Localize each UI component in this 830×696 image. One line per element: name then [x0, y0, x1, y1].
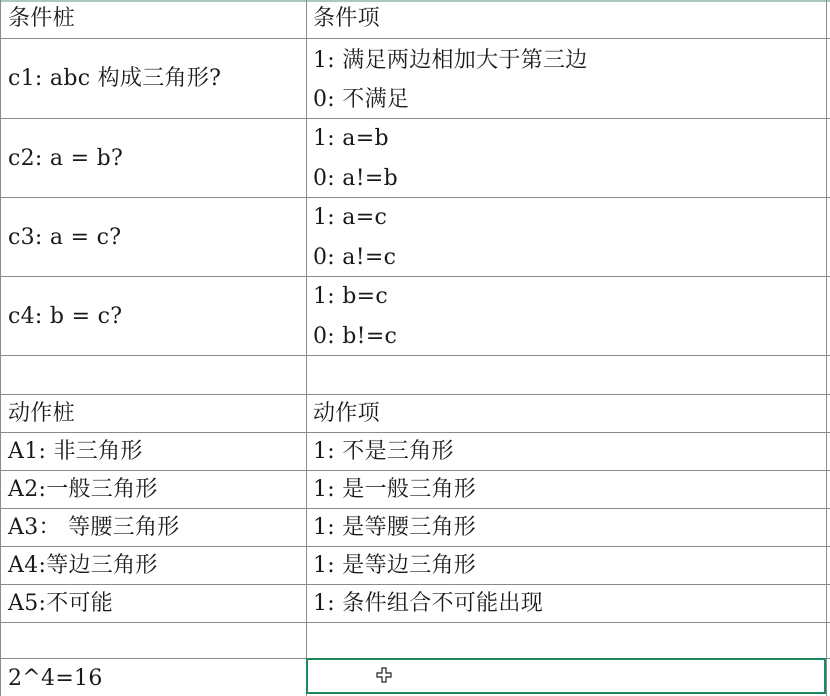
row-divider	[0, 470, 830, 471]
cell-condition-c2[interactable]: c2: a = b?	[8, 146, 124, 171]
row-divider	[0, 197, 830, 198]
row-divider	[0, 118, 830, 119]
cell-action-a5-entry[interactable]: 1: 条件组合不可能出现	[313, 591, 544, 616]
row-divider	[0, 508, 830, 509]
plus-cursor-icon	[376, 667, 392, 683]
cell-condition-c4-entry-1[interactable]: 1: b=c	[313, 284, 389, 309]
cell-condition-c1[interactable]: c1: abc 构成三角形?	[8, 66, 222, 91]
cell-action-a2[interactable]: A2:一般三角形	[8, 477, 158, 502]
cell-condition-stub-header[interactable]: 条件桩	[8, 6, 75, 31]
row-divider	[0, 546, 830, 547]
cell-condition-c3[interactable]: c3: a = c?	[8, 225, 122, 250]
cell-condition-c3-entry-1[interactable]: 1: a=c	[313, 205, 388, 230]
cell-condition-c3-entry-0[interactable]: 0: a!=c	[313, 245, 397, 270]
cell-condition-c1-entry-0[interactable]: 0: 不满足	[313, 87, 410, 112]
cell-action-a2-entry[interactable]: 1: 是一般三角形	[313, 477, 477, 502]
row-divider	[0, 584, 830, 585]
cell-action-a1[interactable]: A1: 非三角形	[8, 439, 143, 464]
cell-action-a5[interactable]: A5:不可能	[8, 591, 114, 616]
cell-condition-c2-entry-1[interactable]: 1: a=b	[313, 126, 389, 151]
cell-condition-entry-header[interactable]: 条件项	[313, 6, 380, 31]
column-divider	[826, 0, 827, 696]
cell-condition-c2-entry-0[interactable]: 0: a!=b	[313, 166, 398, 191]
cell-action-entry-header[interactable]: 动作项	[313, 401, 380, 426]
row-divider	[0, 38, 830, 39]
cell-action-stub-header[interactable]: 动作桩	[8, 401, 75, 426]
row-divider	[0, 622, 830, 623]
cell-action-a4[interactable]: A4:等边三角形	[8, 553, 158, 578]
cell-action-a3-entry[interactable]: 1: 是等腰三角形	[313, 515, 477, 540]
row-divider	[0, 355, 830, 356]
row-divider	[0, 276, 830, 277]
cell-condition-c4-entry-0[interactable]: 0: b!=c	[313, 324, 398, 349]
row-divider	[0, 394, 830, 395]
cell-action-a4-entry[interactable]: 1: 是等边三角形	[313, 553, 477, 578]
cell-condition-c1-entry-1[interactable]: 1: 满足两边相加大于第三边	[313, 48, 588, 73]
column-divider	[0, 0, 1, 696]
cell-combination-count[interactable]: 2^4=16	[8, 666, 103, 691]
cell-condition-c4[interactable]: c4: b = c?	[8, 304, 123, 329]
row-divider	[0, 432, 830, 433]
cell-action-a3[interactable]: A3： 等腰三角形	[8, 515, 180, 540]
column-divider	[306, 0, 307, 696]
cell-action-a1-entry[interactable]: 1: 不是三角形	[313, 439, 454, 464]
